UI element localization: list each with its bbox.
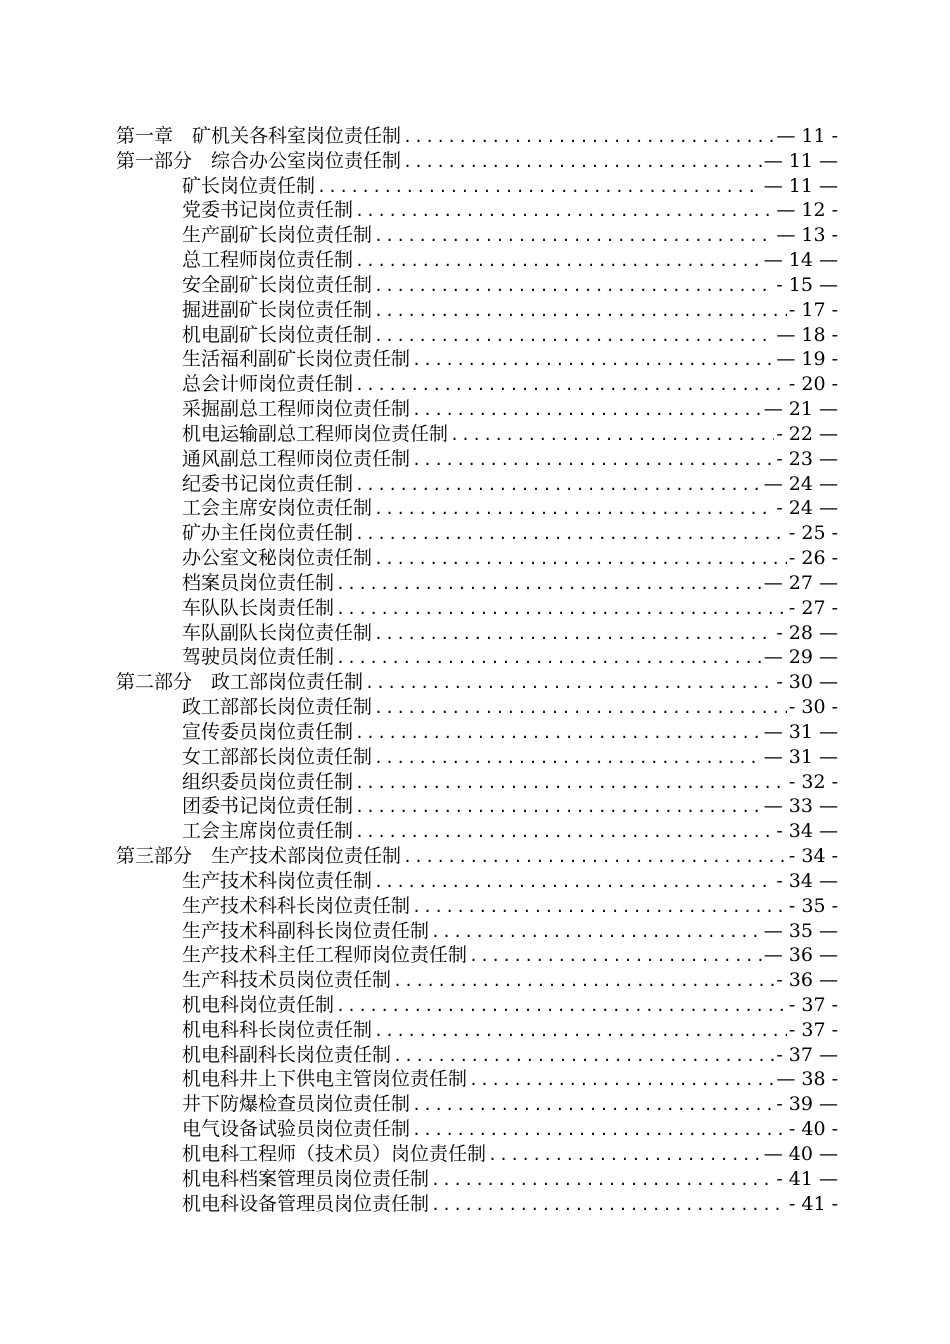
- toc-entry[interactable]: [116, 745, 838, 770]
- toc-page-number: — 24 —: [763, 472, 838, 495]
- toc-page-number: - 37 -: [788, 993, 838, 1016]
- toc-entry[interactable]: [116, 521, 838, 546]
- toc-dot-leader: [355, 373, 787, 398]
- toc-entry[interactable]: [116, 1167, 838, 1192]
- toc-dot-leader: [317, 175, 762, 200]
- toc-entry-title: 生产技术科科长岗位责任制: [182, 894, 411, 917]
- toc-entry-title: 宣传委员岗位责任制: [182, 720, 354, 743]
- toc-dot-leader: [336, 994, 787, 1019]
- toc-entry[interactable]: [116, 447, 838, 472]
- toc-entry[interactable]: [116, 347, 838, 372]
- toc-dot-leader: [374, 497, 774, 522]
- toc-entry-title: 机电科档案管理员岗位责任制: [182, 1167, 430, 1190]
- toc-dot-leader: [488, 1143, 762, 1168]
- toc-entry[interactable]: [116, 596, 838, 621]
- toc-entry-title: 电气设备试验员岗位责任制: [182, 1118, 411, 1141]
- toc-entry[interactable]: [116, 1067, 838, 1092]
- toc-dot-leader: [469, 1068, 774, 1093]
- toc-entry-title: 生产技术科岗位责任制: [182, 869, 373, 892]
- toc-page-number: - 23 —: [776, 447, 838, 470]
- toc-page-number: — 19 -: [776, 348, 838, 371]
- toc-page-number: - 41 -: [788, 1192, 838, 1215]
- toc-page-number: - 40 -: [788, 1118, 838, 1141]
- toc-entry[interactable]: [116, 919, 838, 944]
- toc-page-number: — 18 -: [776, 323, 838, 346]
- toc-page-number: - 15 —: [776, 273, 838, 296]
- toc-page-number: — 38 -: [776, 1068, 838, 1091]
- toc-entry[interactable]: [116, 571, 838, 596]
- toc-dot-leader: [355, 522, 787, 547]
- toc-entry[interactable]: [116, 993, 838, 1018]
- toc-page-number: - 20 -: [788, 373, 838, 396]
- toc-dot-leader: [450, 423, 774, 448]
- toc-entry[interactable]: [116, 869, 838, 894]
- toc-entry[interactable]: [116, 223, 838, 248]
- toc-page-number: — 31 —: [763, 720, 838, 743]
- toc-dot-leader: [355, 199, 774, 224]
- toc-entry-title: 第一章 矿机关各科室岗位责任制: [116, 125, 402, 147]
- toc-page-number: - 34 —: [776, 869, 838, 892]
- toc-page-number: — 21 —: [763, 398, 838, 421]
- toc-dot-leader: [374, 299, 787, 324]
- toc-entry-title: 机电科工程师（技术员）岗位责任制: [182, 1142, 487, 1165]
- toc-entry[interactable]: [116, 1117, 838, 1142]
- toc-page-number: — 12 -: [776, 199, 838, 222]
- toc-page-number: - 25 -: [788, 522, 838, 545]
- toc-entry-title: 矿办主任岗位责任制: [182, 522, 354, 545]
- toc-entry-title: 政工部部长岗位责任制: [182, 696, 373, 719]
- toc-entry-title: 纪委书记岗位责任制: [182, 472, 354, 495]
- toc-entry[interactable]: [116, 695, 838, 720]
- toc-page-number: - 26 -: [788, 547, 838, 570]
- toc-page-number: - 37 -: [788, 1018, 838, 1041]
- toc-page-number: — 31 —: [763, 745, 838, 768]
- toc-dot-leader: [365, 671, 774, 696]
- toc-entry[interactable]: [116, 323, 838, 348]
- toc-entry-title: 生产科技术员岗位责任制: [182, 969, 392, 992]
- toc-page-number: — 27 —: [763, 571, 838, 594]
- toc-page-number: - 27 -: [788, 596, 838, 619]
- toc-section-entry[interactable]: [116, 124, 838, 149]
- toc-dot-leader: [403, 845, 787, 870]
- toc-entry[interactable]: [116, 794, 838, 819]
- toc-entry-title: 总会计师岗位责任制: [182, 373, 354, 396]
- toc-dot-leader: [393, 969, 774, 994]
- toc-entry-title: 井下防爆检查员岗位责任制: [182, 1093, 411, 1116]
- toc-entry-title: 机电科岗位责任制: [182, 993, 335, 1016]
- toc-section-entry[interactable]: [116, 670, 838, 695]
- toc-dot-leader: [393, 1044, 774, 1069]
- toc-entry[interactable]: [116, 298, 838, 323]
- toc-entry[interactable]: [116, 1192, 838, 1217]
- toc-entry[interactable]: [116, 1142, 838, 1167]
- toc-entry-title: 档案员岗位责任制: [182, 571, 335, 594]
- toc-entry[interactable]: [116, 248, 838, 273]
- toc-dot-leader: [336, 572, 762, 597]
- toc-dot-leader: [412, 348, 774, 373]
- toc-page-number: - 36 —: [776, 969, 838, 992]
- toc-dot-leader: [412, 448, 774, 473]
- toc-dot-leader: [431, 1193, 787, 1218]
- toc-page-number: — 11 —: [763, 149, 838, 172]
- toc-dot-leader: [374, 224, 774, 249]
- toc-page-number: - 24 —: [776, 497, 838, 520]
- toc-page-number: — 11 —: [763, 174, 838, 197]
- toc-entry[interactable]: [116, 198, 838, 223]
- toc-entry-title: 女工部部长岗位责任制: [182, 745, 373, 768]
- toc-entry[interactable]: [116, 819, 838, 844]
- toc-dot-leader: [374, 622, 774, 647]
- toc-page-number: — 29 —: [763, 646, 838, 669]
- toc-entry[interactable]: [116, 1092, 838, 1117]
- toc-dot-leader: [336, 597, 787, 622]
- toc-dot-leader: [355, 721, 762, 746]
- toc-section-entry[interactable]: [116, 149, 838, 174]
- toc-entry[interactable]: [116, 472, 838, 497]
- toc-page-number: - 35 -: [788, 894, 838, 917]
- toc-entry[interactable]: [116, 174, 838, 199]
- toc-entry-title: 安全副矿长岗位责任制: [182, 273, 373, 296]
- toc-dot-leader: [355, 249, 762, 274]
- toc-page-number: - 30 —: [776, 671, 838, 694]
- toc-entry-title: 采掘副总工程师岗位责任制: [182, 398, 411, 421]
- toc-dot-leader: [412, 1093, 774, 1118]
- toc-entry[interactable]: [116, 1043, 838, 1068]
- toc-dot-leader: [412, 1118, 787, 1143]
- toc-entry[interactable]: [116, 645, 838, 670]
- toc-entry[interactable]: [116, 894, 838, 919]
- toc-entry-title: 第一部分 综合办公室岗位责任制: [116, 149, 402, 172]
- toc-entry[interactable]: [116, 968, 838, 993]
- toc-entry[interactable]: [116, 1018, 838, 1043]
- toc-page-number: — 40 —: [763, 1142, 838, 1165]
- toc-page-number: - 34 -: [788, 845, 838, 868]
- toc-entry[interactable]: [116, 273, 838, 298]
- toc-entry-title: 通风副总工程师岗位责任制: [182, 447, 411, 470]
- toc-entry[interactable]: [116, 943, 838, 968]
- toc-entry-title: 矿长岗位责任制: [182, 174, 316, 197]
- toc-entry[interactable]: [116, 496, 838, 521]
- toc-dot-leader: [355, 820, 774, 845]
- toc-entry-title: 办公室文秘岗位责任制: [182, 547, 373, 570]
- toc-dot-leader: [355, 795, 762, 820]
- toc-page-number: - 41 —: [776, 1167, 838, 1190]
- toc-entry-title: 掘进副矿长岗位责任制: [182, 298, 373, 321]
- toc-entry[interactable]: [116, 621, 838, 646]
- toc-entry[interactable]: [116, 422, 838, 447]
- toc-entry-title: 工会主席安岗位责任制: [182, 497, 373, 520]
- toc-entry-title: 第三部分 生产技术部岗位责任制: [116, 845, 402, 868]
- toc-entry-title: 党委书记岗位责任制: [182, 199, 354, 222]
- table-of-contents: [116, 124, 838, 1216]
- toc-page-number: — 11 -: [776, 125, 838, 147]
- toc-entry[interactable]: [116, 770, 838, 795]
- toc-dot-leader: [374, 324, 774, 349]
- toc-dot-leader: [374, 696, 787, 721]
- toc-dot-leader: [374, 746, 762, 771]
- toc-section-entry[interactable]: [116, 844, 838, 869]
- toc-entry-title: 机电科副科长岗位责任制: [182, 1043, 392, 1066]
- toc-page-number: - 37 —: [776, 1043, 838, 1066]
- toc-entry[interactable]: [116, 397, 838, 422]
- toc-entry[interactable]: [116, 372, 838, 397]
- toc-entry-title: 生产技术科副科长岗位责任制: [182, 919, 430, 942]
- toc-dot-leader: [412, 895, 787, 920]
- toc-page-number: - 32 -: [788, 770, 838, 793]
- toc-entry-title: 第二部分 政工部岗位责任制: [116, 671, 364, 694]
- toc-dot-leader: [374, 1019, 787, 1044]
- toc-page-number: — 13 -: [776, 224, 838, 247]
- toc-dot-leader: [403, 125, 774, 150]
- toc-dot-leader: [355, 473, 762, 498]
- toc-dot-leader: [412, 398, 762, 423]
- toc-entry-title: 团委书记岗位责任制: [182, 795, 354, 818]
- toc-dot-leader: [469, 944, 762, 969]
- toc-page-number: - 34 —: [776, 820, 838, 843]
- toc-entry-title: 车队队长岗责任制: [182, 596, 335, 619]
- toc-entry-title: 生产技术科主任工程师岗位责任制: [182, 944, 468, 967]
- toc-entry-title: 工会主席岗位责任制: [182, 820, 354, 843]
- toc-entry-title: 机电科设备管理员岗位责任制: [182, 1192, 430, 1215]
- toc-dot-leader: [431, 920, 762, 945]
- toc-entry-title: 生活福利副矿长岗位责任制: [182, 348, 411, 371]
- toc-entry-title: 机电副矿长岗位责任制: [182, 323, 373, 346]
- toc-dot-leader: [336, 646, 762, 671]
- toc-dot-leader: [374, 870, 774, 895]
- toc-entry[interactable]: [116, 720, 838, 745]
- toc-page-number: - 22 —: [776, 422, 838, 445]
- toc-dot-leader: [374, 547, 787, 572]
- toc-entry-title: 机电运输副总工程师岗位责任制: [182, 422, 449, 445]
- toc-page-number: - 28 —: [776, 621, 838, 644]
- toc-entry-title: 生产副矿长岗位责任制: [182, 224, 373, 247]
- toc-dot-leader: [374, 274, 774, 299]
- toc-entry-title: 驾驶员岗位责任制: [182, 646, 335, 669]
- toc-entry-title: 机电科井上下供电主管岗位责任制: [182, 1068, 468, 1091]
- toc-dot-leader: [403, 150, 762, 175]
- toc-entry-title: 总工程师岗位责任制: [182, 249, 354, 272]
- toc-entry-title: 机电科科长岗位责任制: [182, 1018, 373, 1041]
- toc-entry[interactable]: [116, 546, 838, 571]
- toc-page-number: — 14 —: [763, 249, 838, 272]
- toc-dot-leader: [355, 771, 787, 796]
- toc-page-number: - 30 -: [788, 696, 838, 719]
- toc-entry-title: 组织委员岗位责任制: [182, 770, 354, 793]
- toc-dot-leader: [431, 1168, 774, 1193]
- toc-page-number: - 39 —: [776, 1093, 838, 1116]
- toc-entry-title: 车队副队长岗位责任制: [182, 621, 373, 644]
- toc-page-number: - 17 -: [788, 298, 838, 321]
- toc-page-number: — 36 —: [763, 944, 838, 967]
- toc-page-number: — 35 —: [763, 919, 838, 942]
- toc-page-number: — 33 —: [763, 795, 838, 818]
